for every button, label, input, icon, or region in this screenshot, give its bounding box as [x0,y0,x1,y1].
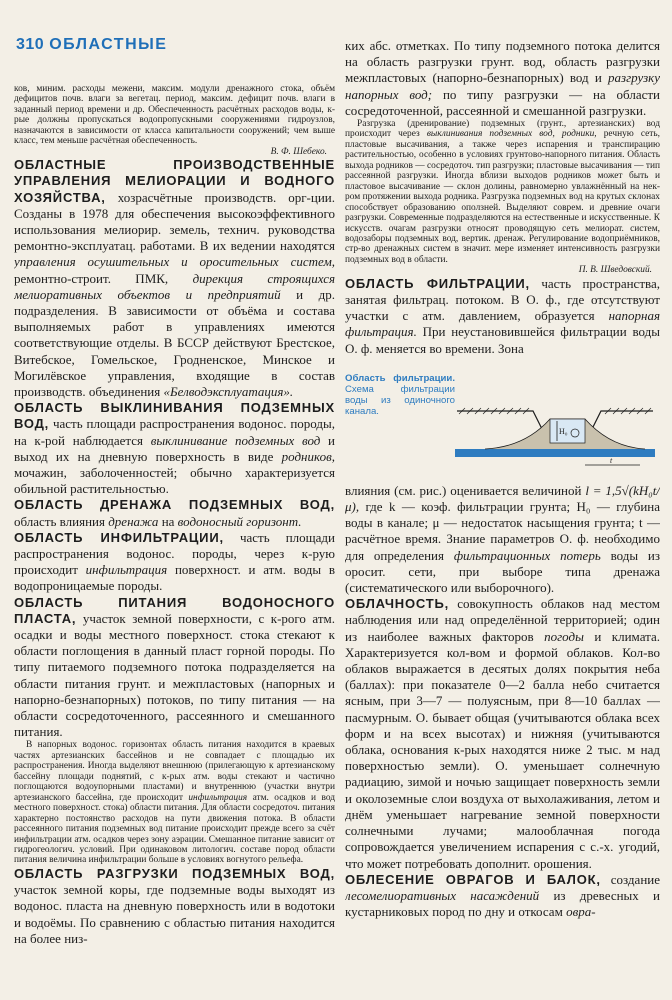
entry-oblast-razgruzki-note: Разгрузка (дренирование) подземных (грунт., артезианских) вод происходит через выклинивания подземных вод, родники, речную сеть, пластовые высачивания, а также через испарения и транспирацию растительностью, особенно в условиях грунтово-напорного питания. Область выхода родников — сосредоточ. тип разгрузки; пластовые высачивания — тип рассеянной разгрузки. Иногда вблизи выходов родников может быть и пластовое высачивание — склон долины, равномерно увлажнённый на нек-ром протяжении выхода родника. Разгрузка подземных вод на крутых склонах способствует образованию оползней. Выделяют соврем. и древние очаги разгрузки. Современные подразделяются на естественные и искусственные. К искусств. очагам разгрузки относят проводящую сеть мелиорат. систем, водозаборы подземных вод, вертик. дренаж. Регулирование водоприёмников, стр-во дренажных систем в значит. мере изменяет интенсивность разгрузки подземных вод в области. П. В. Шведовский. [345,119,660,276]
entry-heading: ОБЛАСТЬ ВЫКЛИНИВАНИЯ ПОДЗЕМНЫХ ВОД, [14,400,335,432]
entry-heading: ОБЛЕСЕНИЕ ОВРАГОВ И БАЛОК, [345,871,601,887]
entry-heading: ОБЛАСТЬ ИНФИЛЬТРАЦИИ, [14,529,224,545]
figure-caption: Область фильтрации. Схема фильтрации воды из одиночного канала. [345,372,455,417]
formula: l = 1,5√(kH₀t/μ), [345,482,660,515]
running-title: ОБЛАСТНЫЕ [49,36,168,53]
intro-paragraph: ков, миним. расходы межени, максим. модули дренажного стока, объём дефицитов почв. влаги за вегетац. период, максим. дефицит почв. влаги в заданный период времени и др. Обеспеченность расчётных расходов воды, к-рые должны пропускаться водопропускными сооружениями гидроузлов, назначаются в зависимости от класса капитальности сооружений; чем выше класс, тем меньше расчётная обеспеченность. В. Ф. Шебеко. [14,84,335,157]
entry-oblast-pitaniya: ОБЛАСТЬ ПИТАНИЯ ВОДОНОСНОГО ПЛАСТА, участок земной поверхности, с к-рого атм. осадки и воды местного поверхност. стока стекают к области поглощения в данный пласт горной породы. По типу питаемого подземного потока подразделяется на области питания грунт. и межпластовых (напорных и напорно-безнапорных) потоков, по типу питания — на области сосредоточенного, рассеянного и смешанного питания. [14,594,335,740]
entry-oblast-vyklinivaniya: ОБЛАСТЬ ВЫКЛИНИВАНИЯ ПОДЗЕМНЫХ ВОД, часть площади распространения водонос. породы, на к-рой наблюдается выклинивание подземных вод и выход их на дневную поверхность в виде родников, мочажин, заболоченностей; обычно характеризуется обильной растительностью. [14,400,335,497]
left-column [14,84,335,988]
author-signature: В. Ф. Шебеко. [270,146,327,157]
entry-oblesenie: ОБЛЕСЕНИЕ ОВРАГОВ И БАЛОК, создание лесомелиоративных насаждений из древесных и кустарниковых пород по дну и откосам овра- [345,871,660,920]
right-column [345,38,660,988]
entry-heading: ОБЛАСТЬ ПИТАНИЯ ВОДОНОСНОГО ПЛАСТА, [14,594,335,626]
entry-heading: ОБЛАСТНЫЕ ПРОИЗВОДСТВЕННЫЕ УПРАВЛЕНИЯ МЕЛИОРАЦИИ И ВОДНОГО ХОЗЯЙСТВА, [14,157,335,205]
entry-heading: ОБЛАСТЬ ДРЕНАЖА ПОДЗЕМНЫХ ВОД, [14,497,335,513]
entry-oblast-pitaniya-note: В напорных водонос. горизонтах область питания находится в краевых частях артезианских бассейнов и не совпадает с площадью их распространения. Иногда выделяют внешнюю (прилегающую к артезианскому бассейну площади поднятий, с к-рых атм. воды стекают и частично поглощаются водоупорными пластами) и внутреннюю (участки внутри артезианского бассейна, где происходит инфильтрация атм. осадков и вод местного поверхност. стока) области питания. Для области сосредоточ. питания характерно постоянство расходов на пути движения потока. В области рассеянного питания подземных вод питание происходит прежде всего за счёт инфильтрации атм. осадков через зону аэрации. Смешанное питание зависит от гидрогеологич. условий. При одинаковом литологич. составе пород области питания величина инфильтрации больше в условиях вогнутого рельефа. [14,740,335,866]
canal-filtration-diagram [455,369,655,473]
entry-oblast-filtratsii-formula: влияния (см. рис.) оценивается величиной l = 1,5√(kH₀t/μ), где k — коэф. фильтрации грунта; H₀ — глубина воды в канале; μ — недостаток насыщения грунта; t — расчётное время. Знание параметров О. ф. необходимо для определения фильтрационных потерь воды из оросит. сети, при выборе типа дренажа (систематического или выборочного). [345,482,660,596]
entry-oblachnost: ОБЛАЧНОСТЬ, совокупность облаков над местом наблюдения или над определённой территорией; один из наиболее важных факторов погоды и климата. Характеризуется кол-вом и формой облаков. Кол-во облаков выражается в десятых долях покрытия неба (баллах): при показателе 0—2 балла небо считается ясным, при 3—7 — полуясным, при 8—10 баллах — пасмурным. О. бывает общая (учитываются облака всех форм и на всех высотах) и нижняя (учитываются облака, основания к-рых находятся ниже 2 тыс. м над поверхностью земли). О. уменьшает солнечную радиацию, зимой и ночью защищает поверхность земли и околоземные слои воздуха от выхолаживания, летом и днём уменьшает нагревание земной поверхности солнечными лучами; малооблачная погода сопровождается увеличением испарения с с.-х. угодий, что может потребовать дополнит. орошения. [345,596,660,871]
water-table [455,449,655,457]
entry-oblastnye-upravleniya: ОБЛАСТНЫЕ ПРОИЗВОДСТВЕННЫЕ УПРАВЛЕНИЯ МЕЛИОРАЦИИ И ВОДНОГО ХОЗЯЙСТВА, хозрасчётные производств. орг-ции. Созданы в 1978 для обеспечения высокоэффективного использования мелиорир. земель, технич. руководства ремонтно-эксплуатац. работами. В их ведении находятся управления осушительных и оросительных систем, ремонтно-строит. ПМК, дирекция строящихся мелиоративных объектов и предприятий и др. подразделения. В зависимости от объёма и состава выполняемых работ в управлениях имеются соответствующие отделы. В БССР действуют Брестское, Витебское, Гомельское, Гродненское, Минское и Могилёвское управления, входящие в состав производств. объединения «Белводэксплуатация». [14,157,335,400]
figure-filtration [345,369,660,473]
entry-heading: ОБЛАСТЬ ФИЛЬТРАЦИИ, [345,275,530,291]
entry-oblast-drenazha: ОБЛАСТЬ ДРЕНАЖА ПОДЗЕМНЫХ ВОД, область влияния дренажа на водоносный горизонт. [14,497,335,529]
entry-oblast-razgruzki: ОБЛАСТЬ РАЗГРУЗКИ ПОДЗЕМНЫХ ВОД, участок земной коры, где подземные воды выходят из водонос. пласта на дневную поверхность или в водотоки и водоёмы. По сравнению с областью питания находится на более низ- [14,865,335,946]
entry-oblast-infiltratsii: ОБЛАСТЬ ИНФИЛЬТРАЦИИ, часть площади распространения водонос. породы, через к-рую происходит инфильтрация поверхност. и атм. воды в водопроницаемые породы. [14,529,335,594]
author-signature: П. В. Шведовский. [578,265,652,276]
entry-oblast-filtratsii: ОБЛАСТЬ ФИЛЬТРАЦИИ, часть пространства, занятая фильтрац. потоком. В О. ф., где отсутствуют участки с атм. давлением, образуется напорная фильтрация. При неустановившейся фильтрации воды О. ф. меняется во времени. Зона [345,275,660,356]
entry-heading: ОБЛАСТЬ РАЗГРУЗКИ ПОДЗЕМНЫХ ВОД, [14,865,335,881]
page-number: 310 [16,36,45,53]
label-t: t [610,455,613,465]
entry-heading: ОБЛАЧНОСТЬ, [345,596,450,612]
label-h0: H₀ [559,426,568,436]
entry-oblast-razgruzki-continued: ких абс. отметках. По типу подземного потока делится на область разгрузки грунт. вод, область разгрузки межпластовых (напорно-безнапорных) вод и разгрузку напорных вод; по типу разгрузки — на области сосредоточенной, рассеянной и смешанной разгрузки. [345,38,660,118]
page-header [16,36,316,56]
